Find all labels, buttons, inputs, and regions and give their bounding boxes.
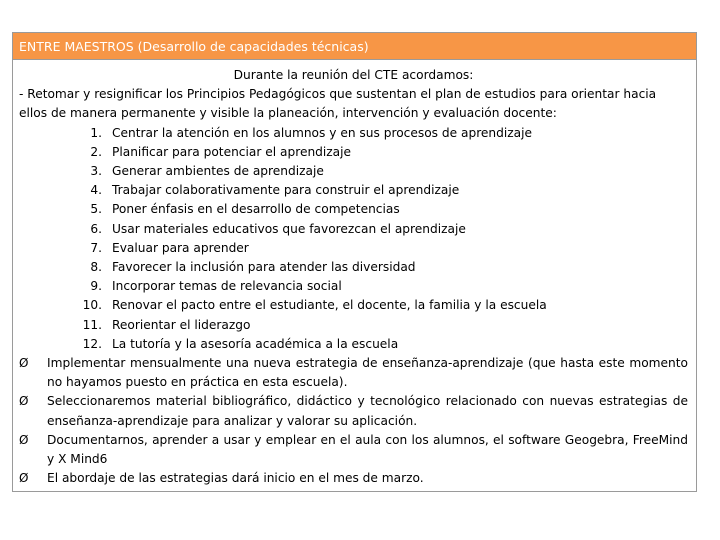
- arrow-bullet-icon: Ø: [19, 471, 29, 486]
- list-item: 1. Centrar la atención en los alumnos y en sus procesos de aprendizaje: [90, 125, 533, 140]
- principles-list: [19, 124, 688, 354]
- list-item: 9. Incorporar temas de relevancia social: [90, 279, 342, 294]
- list-item: Ø Seleccionaremos material bibliográfico, didáctico y tecnológico relacionado con nuevas estrategias de enseñanza-aprendizaje para analizar y valorar su aplicación.: [19, 392, 688, 430]
- list-item: 6. Usar materiales educativos que favorezcan el aprendizaje: [90, 221, 466, 236]
- intro-line: Durante la reunión del CTE acordamos:: [233, 68, 474, 82]
- list-item: 5. Poner énfasis en el desarrollo de competencias: [90, 202, 400, 217]
- list-item: 10. Renovar el pacto entre el estudiante, el docente, la familia y la escuela: [82, 298, 547, 313]
- list-item: Ø Documentarnos, aprender a usar y emplear en el aula con los alumnos, el software Geogebra, FreeMind y X Mind6: [19, 431, 688, 469]
- list-item: 12. La tutoría y la asesoría académica a la escuela: [82, 336, 399, 351]
- list-item: 2. Planificar para potenciar el aprendizaje: [90, 144, 352, 159]
- lead-paragraph: - Retomar y resignificar los Principios Pedagógicos que sustentan el plan de estudios para orientar hacia ellos de manera permanente y visible la planeación, intervención y evaluación docente:: [19, 87, 657, 121]
- list-item: Ø Implementar mensualmente una nueva estrategia de enseñanza-aprendizaje (que hasta este momento no hayamos puesto en práctica en esta escuela).: [19, 354, 688, 392]
- header-title: ENTRE MAESTROS (Desarrollo de capacidades técnicas): [19, 39, 369, 54]
- list-item: 11. Reorientar el liderazgo: [82, 317, 251, 332]
- list-item: 7. Evaluar para aprender: [90, 240, 249, 255]
- list-item: Ø El abordaje de las estrategias dará inicio en el mes de marzo.: [19, 469, 688, 488]
- list-item: 3. Generar ambientes de aprendizaje: [90, 164, 324, 179]
- list-item: 8. Favorecer la inclusión para atender las diversidad: [90, 260, 416, 275]
- list-item: 4. Trabajar colaborativamente para construir el aprendizaje: [90, 183, 460, 198]
- arrow-bullet-icon: Ø: [19, 356, 29, 371]
- arrow-bullet-icon: Ø: [19, 394, 29, 409]
- actions-list: [19, 354, 688, 488]
- table-header: [13, 33, 696, 60]
- table-body: [13, 60, 696, 488]
- arrow-bullet-icon: Ø: [19, 432, 29, 447]
- content-table: [12, 32, 697, 492]
